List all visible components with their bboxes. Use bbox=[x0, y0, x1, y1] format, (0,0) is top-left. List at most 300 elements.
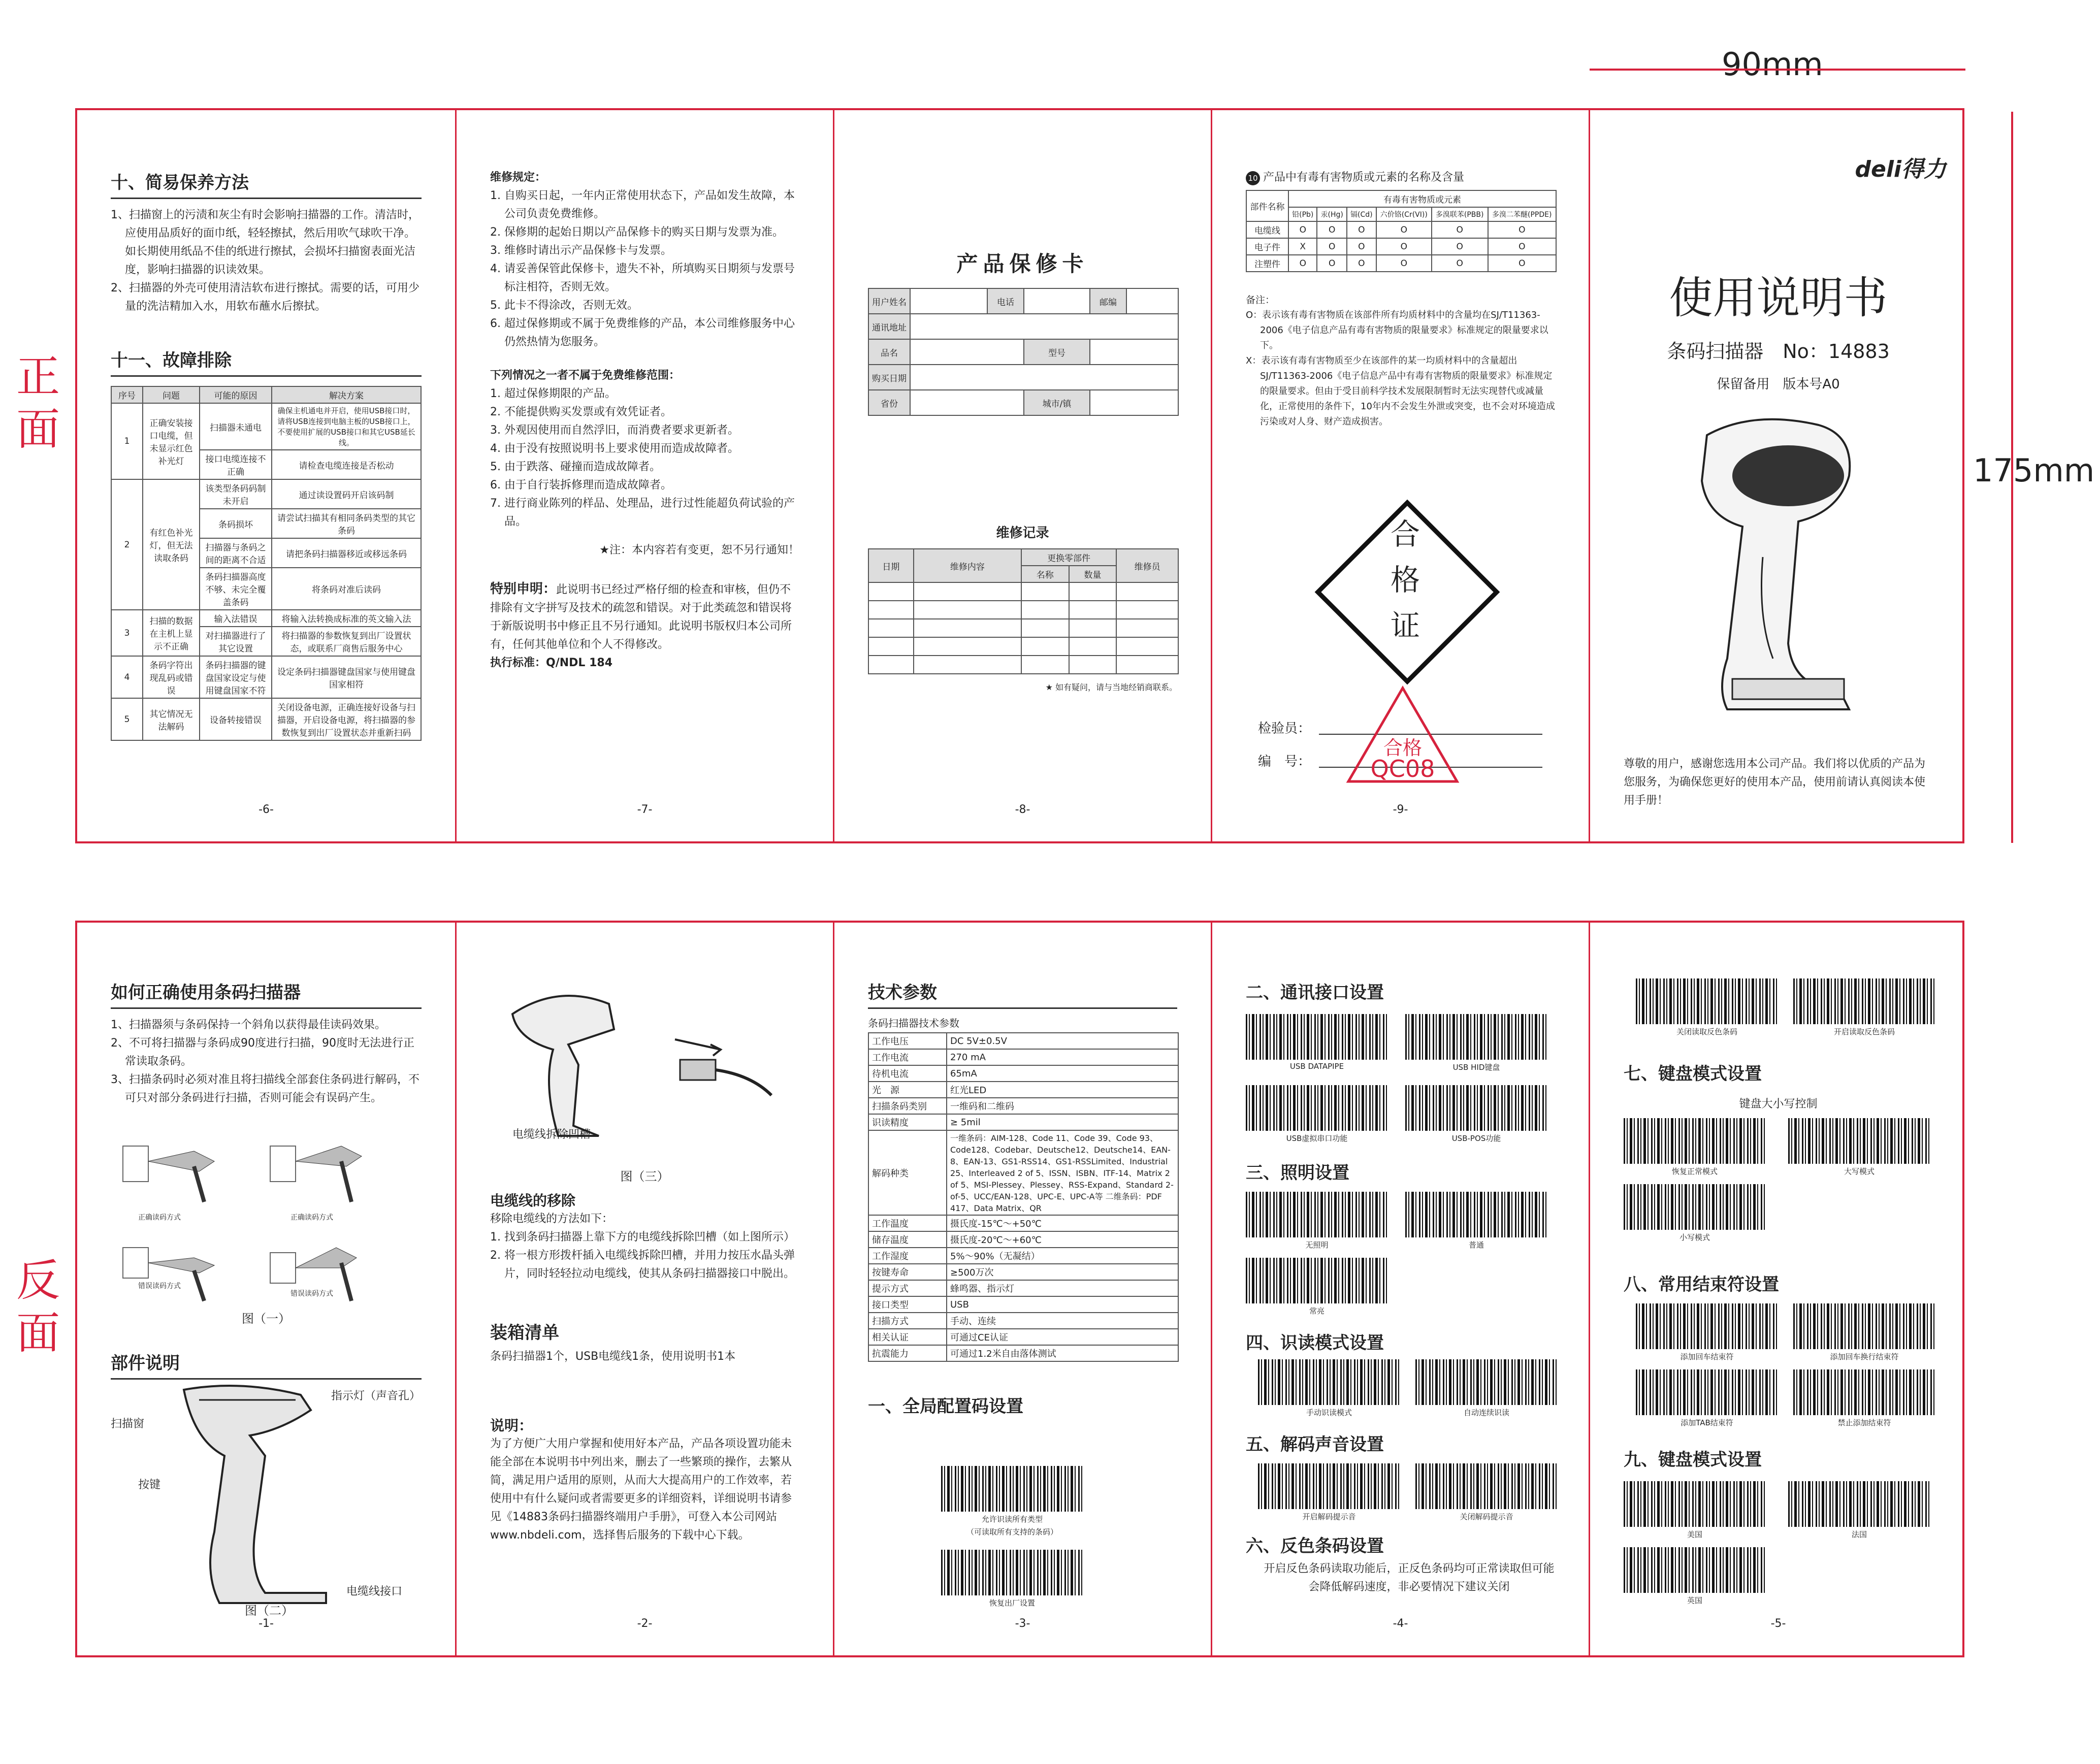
page-number: -2- bbox=[637, 1617, 653, 1630]
front-label: 正面 bbox=[16, 351, 60, 455]
barcode-no-terminator[interactable] bbox=[1793, 1369, 1935, 1428]
wrong-scan-illustration bbox=[118, 1237, 372, 1303]
page-number: -3- bbox=[1015, 1617, 1030, 1630]
cell: 扫描器与条码之间的距离不合适 bbox=[200, 538, 272, 568]
form-label: 型号 bbox=[1024, 339, 1090, 365]
cell: O bbox=[1376, 255, 1432, 272]
cell: 条码扫描器的键盘国家设定与使用键盘国家不符 bbox=[200, 656, 272, 698]
cell: 对扫描器进行了其它设置 bbox=[200, 627, 272, 656]
cell: 关闭设备电源，正确连接好设备与扫描器，开启设备电源，将扫描器的参数恢复到出厂设置状态并重新扫码 bbox=[272, 698, 421, 740]
th-col: 镉(Cd) bbox=[1347, 207, 1376, 221]
cable-removal-intro: 移除电缆线的方法如下： bbox=[490, 1213, 613, 1225]
barcode-graphic bbox=[1788, 1481, 1930, 1527]
brand-logo: deli得力 bbox=[1855, 156, 1946, 182]
spec-subtitle: 条码扫描器技术参数 bbox=[868, 1017, 959, 1029]
cell: O bbox=[1317, 255, 1347, 272]
spec-value: ≥500万次 bbox=[947, 1264, 1178, 1280]
inverse-heading: 六、反色条码设置 bbox=[1246, 1536, 1384, 1556]
barcode-graphic bbox=[1246, 1014, 1388, 1060]
barcode-label: 恢复出厂设置 bbox=[989, 1598, 1035, 1608]
spec-row bbox=[868, 1296, 1178, 1313]
cell: 输入法错误 bbox=[200, 610, 272, 627]
spec-key: 工作温度 bbox=[868, 1215, 947, 1231]
exclusion-item: 5. 由于跌落、碰撞而造成故障者。 bbox=[490, 461, 661, 473]
spec-value: 手动、连续 bbox=[947, 1313, 1178, 1329]
page-number: -7- bbox=[637, 803, 653, 816]
spec-row bbox=[868, 1098, 1178, 1114]
form-label: 通讯地址 bbox=[868, 314, 910, 339]
case-control-subtitle: 键盘大小写控制 bbox=[1739, 1098, 1818, 1110]
panel-page-8 bbox=[833, 110, 1211, 841]
width-dimension: 90mm bbox=[1722, 46, 1823, 83]
terminator-heading: 八、常用结束符设置 bbox=[1624, 1275, 1779, 1295]
spec-row bbox=[868, 1215, 1178, 1231]
spec-value: 一维码和二维码 bbox=[947, 1098, 1178, 1114]
figure-3-caption: 图（三） bbox=[620, 1169, 669, 1184]
rh: 日期 bbox=[868, 549, 914, 582]
spec-key: 扫描方式 bbox=[868, 1313, 947, 1329]
th-main: 有毒有害物质或元素 bbox=[1288, 190, 1556, 207]
barcode-graphic bbox=[1793, 978, 1935, 1024]
barcode-label: 开启解码提示音 bbox=[1302, 1512, 1356, 1521]
hazard-table bbox=[1246, 190, 1557, 272]
th-col: 六价铬(Cr(VI)) bbox=[1376, 207, 1432, 221]
cell: O bbox=[1376, 238, 1432, 255]
barcode-label: 手动识读模式 bbox=[1306, 1408, 1352, 1417]
panel-page-5 bbox=[1589, 923, 1966, 1655]
th-col: 多溴联苯(PBB) bbox=[1432, 207, 1488, 221]
barcode-label: 开启读取反色条码 bbox=[1833, 1027, 1895, 1036]
spec-row bbox=[868, 1033, 1178, 1049]
barcode-always-on[interactable] bbox=[1246, 1258, 1388, 1316]
height-dimension-line bbox=[2011, 112, 2013, 843]
barcode-usb-pos[interactable] bbox=[1405, 1085, 1547, 1144]
cell: 设备转接错误 bbox=[200, 698, 272, 740]
barcode-label: 法国 bbox=[1851, 1530, 1867, 1539]
barcode-label: 美国 bbox=[1687, 1530, 1702, 1539]
spec-key: 扫描条码类别 bbox=[868, 1098, 947, 1114]
cell: 请尝试扫描其有相同条码类型的其它条码 bbox=[272, 509, 421, 538]
th-cause: 可能的原因 bbox=[200, 386, 272, 403]
spec-key: 接口类型 bbox=[868, 1296, 947, 1313]
barcode-add-cr[interactable] bbox=[1636, 1303, 1778, 1362]
page-number: -9- bbox=[1393, 803, 1408, 816]
barcode-label: 允许识读所有类型 bbox=[981, 1515, 1043, 1524]
barcode-graphic bbox=[1624, 1118, 1766, 1164]
spec-row bbox=[868, 1329, 1178, 1345]
note-o: O：表示该有毒有害物质在该部件所有均质材料中的含量均在SJ/T11363-2006《电子信息产品有毒有害物质的限量要求》标准规定的限量要求以下。 bbox=[1246, 310, 1548, 351]
th-no: 序号 bbox=[111, 386, 143, 403]
barcode-graphic bbox=[1415, 1463, 1558, 1509]
page-number: -6- bbox=[259, 803, 274, 816]
spec-value: 270 mA bbox=[947, 1049, 1178, 1065]
rh: 更换零部件 bbox=[1021, 549, 1116, 566]
cert-char: 合 bbox=[1390, 517, 1420, 551]
read-mode-heading: 四、识读模式设置 bbox=[1246, 1333, 1384, 1353]
spec-row bbox=[868, 1231, 1178, 1248]
panel-page-9 bbox=[1211, 110, 1589, 841]
cell: O bbox=[1288, 221, 1317, 238]
spec-row bbox=[868, 1264, 1178, 1280]
spec-value: 蜂鸣器、指示灯 bbox=[947, 1280, 1178, 1296]
exclusion-item: 1. 超过保修期限的产品。 bbox=[490, 387, 616, 400]
parts-heading: 部件说明 bbox=[111, 1349, 422, 1380]
barcode-label: USB虚拟串口功能 bbox=[1286, 1134, 1348, 1143]
product-subtitle: 条码扫描器 No：14883 bbox=[1667, 340, 1890, 363]
warranty-rules-heading: 维修规定： bbox=[490, 171, 546, 184]
barcode-label: 常亮 bbox=[1309, 1306, 1324, 1316]
cell: 正确安装接口电缆，但未显示红色补光灯 bbox=[143, 403, 200, 479]
form-label: 邮编 bbox=[1090, 288, 1126, 314]
keyboard-mode-heading: 七、键盘模式设置 bbox=[1624, 1064, 1762, 1084]
cell: 其它情况无法解码 bbox=[143, 698, 200, 740]
contact-note: ★ 如有疑问，请与当地经销商联系。 bbox=[1045, 682, 1177, 692]
repair-record-title: 维修记录 bbox=[996, 526, 1049, 541]
spec-key: 待机电流 bbox=[868, 1065, 947, 1082]
barcode-graphic bbox=[1793, 1369, 1935, 1415]
back-label: 反面 bbox=[16, 1255, 60, 1359]
inspector-label: 检验员： bbox=[1258, 721, 1311, 736]
packing-list: 条码扫描器1个，USB电缆线1条，使用说明书1本 bbox=[490, 1350, 736, 1363]
cell: O bbox=[1488, 221, 1556, 238]
cell: O bbox=[1432, 238, 1488, 255]
page-number: -8- bbox=[1015, 803, 1030, 816]
exclusion-item: 2. 不能提供购买发票或有效凭证者。 bbox=[490, 406, 672, 418]
front-sheet bbox=[75, 108, 1964, 843]
barcode-label: 恢复正常模式 bbox=[1671, 1167, 1718, 1176]
barcode-usb-virtual-serial[interactable] bbox=[1246, 1085, 1388, 1144]
barcode-us[interactable] bbox=[1624, 1481, 1766, 1540]
spec-row bbox=[868, 1130, 1178, 1215]
barcode-graphic bbox=[1258, 1463, 1400, 1509]
exclusion-item: 4. 由于没有按照说明书上要求使用而造成故障者。 bbox=[490, 442, 739, 455]
usage-item: 1、扫描器须与条码保持一个斜角以获得最佳读码效果。 bbox=[111, 1019, 386, 1031]
barcode-graphic bbox=[1405, 1014, 1547, 1060]
serial-label: 编 号： bbox=[1258, 754, 1311, 769]
troubleshoot-heading: 十一、故障排除 bbox=[111, 346, 422, 377]
exclusion-item: 3. 外观因使用而自然浮旧，而消费者要求更新者。 bbox=[490, 424, 739, 437]
form-label: 城市/镇 bbox=[1024, 390, 1090, 415]
form-label: 省份 bbox=[868, 390, 910, 415]
packing-heading: 装箱清单 bbox=[490, 1323, 559, 1343]
spec-row bbox=[868, 1114, 1178, 1130]
barcode-upper-mode[interactable] bbox=[1788, 1118, 1930, 1177]
cell: 设定条码扫描器键盘国家与使用键盘国家相符 bbox=[272, 656, 421, 698]
spec-value: 可通过CE认证 bbox=[947, 1329, 1178, 1345]
barcode-graphic bbox=[1246, 1085, 1388, 1131]
barcode-label: 自动连续识读 bbox=[1463, 1408, 1509, 1417]
spec-table bbox=[868, 1032, 1179, 1362]
exclusion-item: 7. 进行商业陈列的样品、处理品，进行过性能超负荷试验的产品。 bbox=[490, 497, 795, 528]
usage-heading: 如何正确使用条码扫描器 bbox=[111, 978, 422, 1009]
standard: 执行标准：Q/NDL 184 bbox=[490, 657, 613, 669]
parts-illustration bbox=[179, 1380, 341, 1608]
declare-text: 此说明书已经过严格仔细的检查和审核，但仍不排除有文字拼写及技术的疏忽和错误。对于此类疏忽和错误将于新版说明书中修正且不另行通知。此说明书版权归本公司所有，任何其他单位和个人不得修改。 bbox=[490, 583, 792, 651]
troubleshoot-table bbox=[111, 386, 422, 741]
cell: 电子件 bbox=[1246, 238, 1288, 255]
cell: 注塑件 bbox=[1246, 255, 1288, 272]
cell: X bbox=[1288, 238, 1317, 255]
warranty-card-form bbox=[868, 288, 1179, 416]
cell: 将条码对准后读码 bbox=[272, 568, 421, 610]
page-number: -5- bbox=[1770, 1617, 1786, 1630]
barcode-lower-mode[interactable] bbox=[1624, 1184, 1766, 1243]
explanation-text: 为了方便广大用户掌握和使用好本产品，产品各项设置功能未能全部在本说明书中列出来，删去了一些繁琐的操作，去繁从简，满足用户适用的原则，从而大大提高用户的工作效率，若使用中有什么疑问或者需要更多的详细资料，详细说明书请参见《14883条码扫描器终端用户手册》，可登入本公司网站www.nbdeli.com，选择售后服务的下载中心下载。 bbox=[490, 1438, 792, 1542]
cell: O bbox=[1347, 221, 1376, 238]
global-config-heading: 一、全局配置码设置 bbox=[868, 1396, 1023, 1417]
label-cable-port: 电缆线接口 bbox=[346, 1585, 403, 1598]
cell: O bbox=[1488, 255, 1556, 272]
interface-heading: 二、通讯接口设置 bbox=[1246, 983, 1384, 1003]
barcode-graphic bbox=[1624, 1547, 1766, 1593]
spec-row bbox=[868, 1082, 1178, 1098]
inverse-text: 开启反色条码读取功能后，正反色条码均可正常读取但可能会降低解码速度，非必要情况下建议关闭 bbox=[1264, 1562, 1555, 1593]
rh: 维修内容 bbox=[914, 549, 1021, 582]
cell: O bbox=[1347, 238, 1376, 255]
spec-key: 提示方式 bbox=[868, 1280, 947, 1296]
qc-stamp-code: QC08 bbox=[1370, 755, 1435, 782]
th-problem: 问题 bbox=[143, 386, 200, 403]
barcode-graphic bbox=[1624, 1481, 1766, 1527]
spec-key: 抗震能力 bbox=[868, 1345, 947, 1361]
cell: 条码字符出现乱码或错误 bbox=[143, 656, 200, 698]
cell: 5 bbox=[111, 698, 143, 740]
qc-stamp-top: 合格 bbox=[1383, 737, 1422, 759]
barcode-graphic bbox=[1636, 1369, 1778, 1415]
maintenance-item: 2、扫描器的外壳可使用清洁软布进行擦拭。需要的话，可用少量的洗洁精加入水，用软布蘸水后擦拭。 bbox=[111, 282, 419, 313]
rh: 维修员 bbox=[1116, 549, 1178, 582]
barcode-usb-hid[interactable] bbox=[1405, 1014, 1547, 1072]
barcode-graphic bbox=[1246, 1192, 1388, 1237]
declare-heading: 特别申明： bbox=[490, 581, 557, 597]
cable-removal-step: 1. 找到条码扫描器上靠下方的电缆线拆除凹槽（如上图所示） bbox=[490, 1231, 795, 1244]
barcode-label: USB HID键盘 bbox=[1452, 1063, 1500, 1072]
barcode-inverse-on[interactable] bbox=[1793, 978, 1935, 1037]
spec-heading: 技术参数 bbox=[868, 978, 1177, 1009]
cell: 将输入法转换成标准的英文输入法 bbox=[272, 610, 421, 627]
barcode-france[interactable] bbox=[1788, 1481, 1930, 1540]
spec-value: USB bbox=[947, 1296, 1178, 1313]
figure-1-caption: 图（一） bbox=[242, 1312, 290, 1326]
lighting-heading: 三、照明设置 bbox=[1246, 1163, 1349, 1183]
spec-value: 红光LED bbox=[947, 1082, 1178, 1098]
spec-key: 按键寿命 bbox=[868, 1264, 947, 1280]
barcode-normal-mode[interactable] bbox=[1624, 1118, 1766, 1177]
spec-row bbox=[868, 1313, 1178, 1329]
cell: 3 bbox=[111, 610, 143, 656]
barcode-graphic bbox=[1788, 1118, 1930, 1164]
barcode-label: 无照明 bbox=[1305, 1240, 1329, 1250]
panel-page-1 bbox=[77, 923, 455, 1655]
rule-item: 1. 自购买日起，一年内正常使用状态下，产品如发生故障，本公司负责免费维修。 bbox=[490, 189, 795, 220]
hazard-heading bbox=[1246, 169, 1555, 187]
th-solution: 解决方案 bbox=[272, 386, 421, 403]
label-indicator: 指示灯（声音孔） bbox=[331, 1390, 421, 1402]
cell: 有红色补光灯，但无法读取条码 bbox=[143, 479, 200, 610]
spec-key: 工作湿度 bbox=[868, 1248, 947, 1264]
cell: 1 bbox=[111, 403, 143, 479]
barcode-graphic bbox=[1246, 1258, 1388, 1303]
panel-page-6 bbox=[77, 110, 455, 841]
spec-key: 储存温度 bbox=[868, 1231, 947, 1248]
cell: 接口电缆连接不正确 bbox=[200, 450, 272, 479]
scanner-illustration bbox=[1687, 405, 1869, 720]
spec-value: 一维条码：AIM-128、Code 11、Code 39、Code 93、Code128、Codebar、Deutsche12、Deutsche14、EAN-8、EAN-13、GS1-RSS14、GS1-RSSLimited、Industrial 25、Interleaved 2 of 5、ISSN、ISBN、ITF-14、Matrix 2 of 5、MSI-Plessey、Plessey、RSS-Expand、Standard 2-of-5、UCC/EAN-128、UPC-E、UPC-A等 二维条码：PDF 417、Data Matrix、QR bbox=[947, 1130, 1178, 1215]
barcode-label: 添加回车结束符 bbox=[1680, 1352, 1734, 1361]
form-label: 用户姓名 bbox=[868, 288, 910, 314]
barcode-label: USB DATAPIPE bbox=[1289, 1062, 1344, 1071]
change-note: ★注：本内容若有变更，恕不另行通知！ bbox=[599, 544, 799, 557]
warranty-card-title: 产品保修卡 bbox=[956, 251, 1089, 276]
barcode-beep-on[interactable] bbox=[1258, 1463, 1400, 1522]
cell: O bbox=[1376, 221, 1432, 238]
cell: 将扫描器的参数恢复到出厂设置状态，或联系厂商售后服务中心 bbox=[272, 627, 421, 656]
spec-row bbox=[868, 1345, 1178, 1361]
rule-item: 3. 维修时请出示产品保修卡与发票。 bbox=[490, 244, 672, 257]
th-part: 部件名称 bbox=[1246, 190, 1288, 221]
keyboard-country-heading: 九、键盘模式设置 bbox=[1624, 1450, 1762, 1470]
spec-value: DC 5V±0.5V bbox=[947, 1033, 1178, 1049]
barcode-allow-all[interactable] bbox=[941, 1466, 1083, 1537]
barcode-graphic bbox=[1415, 1359, 1558, 1405]
barcode-label: 大写模式 bbox=[1844, 1167, 1875, 1176]
width-dimension-line bbox=[1590, 69, 1965, 71]
barcode-label: （可读取所有支持的条码） bbox=[966, 1527, 1058, 1537]
exclusion-heading: 下列情况之一者不属于免费维修范围： bbox=[490, 369, 681, 382]
barcode-graphic bbox=[1624, 1184, 1766, 1230]
barcode-graphic bbox=[1636, 1303, 1778, 1349]
spec-row bbox=[868, 1065, 1178, 1082]
wrong-caption: 错误读码方式 bbox=[290, 1290, 333, 1298]
spec-value: 可通过1.2米自由落体测试 bbox=[947, 1345, 1178, 1361]
label-window: 扫描窗 bbox=[111, 1418, 145, 1430]
explanation-heading: 说明： bbox=[490, 1417, 533, 1434]
spec-key: 解码种类 bbox=[868, 1130, 947, 1215]
page-number: -1- bbox=[259, 1617, 274, 1630]
barcode-label: 普通 bbox=[1468, 1240, 1484, 1250]
back-sheet bbox=[75, 921, 1964, 1657]
cell: 通过读设置码开启该码制 bbox=[272, 479, 421, 509]
barcode-inverse-off[interactable] bbox=[1636, 978, 1778, 1037]
maintenance-heading: 十、简易保养方法 bbox=[111, 169, 422, 199]
spec-key: 工作电压 bbox=[868, 1033, 947, 1049]
rule-item: 5. 此卡不得涂改，否则无效。 bbox=[490, 299, 638, 312]
barcode-label: 添加回车换行结束符 bbox=[1830, 1352, 1899, 1361]
cell: O bbox=[1347, 255, 1376, 272]
hazard-heading-text: 产品中有毒有害物质或元素的名称及含量 bbox=[1263, 171, 1465, 184]
spec-value: 摄氏度-15℃～+50℃ bbox=[947, 1215, 1178, 1231]
repair-record-table bbox=[868, 548, 1179, 674]
barcode-label: 关闭解码提示音 bbox=[1460, 1512, 1513, 1521]
cell: 请把条码扫描器移近或移远条码 bbox=[272, 538, 421, 568]
spec-value: ≥ 5mil bbox=[947, 1114, 1178, 1130]
spec-row bbox=[868, 1280, 1178, 1296]
cell: 扫描的数据在主机上显示不正确 bbox=[143, 610, 200, 656]
cable-removal-step: 2. 将一根方形拨杆插入电缆线拆除凹槽，并用力按压水晶头弹片，同时轻轻拉动电缆线，使其从条码扫描器接口中脱出。 bbox=[490, 1249, 795, 1280]
cell: 扫描器未通电 bbox=[200, 403, 272, 450]
cell: 条码扫描器高度不够、未完全覆盖条码 bbox=[200, 568, 272, 610]
barcode-beep-off[interactable] bbox=[1415, 1463, 1558, 1522]
height-dimension: 175mm bbox=[1973, 452, 2095, 489]
barcode-auto-read[interactable] bbox=[1415, 1359, 1558, 1418]
cert-char: 格 bbox=[1390, 563, 1420, 597]
barcode-label: 禁止添加结束符 bbox=[1837, 1418, 1891, 1427]
barcode-normal-light[interactable] bbox=[1405, 1192, 1547, 1250]
form-label: 品名 bbox=[868, 339, 910, 365]
wrong-caption: 错误读码方式 bbox=[138, 1282, 181, 1290]
barcode-usb-datapipe[interactable] bbox=[1246, 1014, 1388, 1071]
eco-10-icon: 10 bbox=[1246, 171, 1260, 185]
note-x: X：表示该有毒有害物质至少在该部件的某一均质材料中的含量超出SJ/T11363-2006《电子信息产品中有毒有害物质的限量要求》标准规定的限量要求。但由于受目前科学技术发展限制暂时无法实现替代或减量化，正常使用的条件下，10年内不会发生外泄或突变，也不会对环境造成污染或对人身、财产造成损害。 bbox=[1246, 355, 1555, 427]
cell: 请检查电缆连接是否松动 bbox=[272, 450, 421, 479]
barcode-add-tab[interactable] bbox=[1636, 1369, 1778, 1428]
barcode-uk[interactable] bbox=[1624, 1547, 1766, 1606]
panel-page-2 bbox=[455, 923, 833, 1655]
cell: 4 bbox=[111, 656, 143, 698]
spec-key: 识读精度 bbox=[868, 1114, 947, 1130]
note-heading: 备注： bbox=[1246, 295, 1275, 306]
form-label: 购买日期 bbox=[868, 365, 910, 390]
panel-page-7 bbox=[455, 110, 833, 841]
barcode-graphic bbox=[1405, 1192, 1547, 1237]
form-label: 电话 bbox=[987, 288, 1024, 314]
panel-page-3 bbox=[833, 923, 1211, 1655]
th-col: 铅(Pb) bbox=[1288, 207, 1317, 221]
barcode-label: USB-POS功能 bbox=[1451, 1134, 1501, 1143]
cell: O bbox=[1317, 221, 1347, 238]
barcode-no-light[interactable] bbox=[1246, 1192, 1388, 1250]
figure-2-caption: 图（二） bbox=[245, 1604, 294, 1618]
barcode-add-crlf[interactable] bbox=[1793, 1303, 1935, 1362]
barcode-graphic bbox=[1793, 1303, 1935, 1349]
spec-key: 光 源 bbox=[868, 1082, 947, 1098]
rule-item: 4. 请妥善保管此保修卡，遗失不补，所填购买日期须与发票号标注相符，否则无效。 bbox=[490, 263, 795, 293]
barcode-graphic bbox=[1405, 1085, 1547, 1131]
cell: O bbox=[1317, 238, 1347, 255]
barcode-label: 关闭读取反色条码 bbox=[1676, 1027, 1737, 1036]
th-col: 多溴二苯醚(PPDE) bbox=[1488, 207, 1556, 221]
barcode-factory-reset[interactable] bbox=[941, 1550, 1083, 1608]
exclusion-item: 6. 由于自行装拆修理而造成故障者。 bbox=[490, 479, 672, 492]
keep-version: 保留备用 版本号A0 bbox=[1717, 377, 1840, 392]
spec-row bbox=[868, 1248, 1178, 1264]
rule-item: 6. 超过保修期或不属于免费维修的产品，本公司维修服务中心仍然热情为您服务。 bbox=[490, 317, 795, 348]
cell: 该类型条码码制未开启 bbox=[200, 479, 272, 509]
cell: O bbox=[1488, 238, 1556, 255]
correct-scan-illustration bbox=[118, 1136, 372, 1207]
spec-value: 摄氏度-20℃～+60℃ bbox=[947, 1231, 1178, 1248]
cell: O bbox=[1432, 221, 1488, 238]
manual-title: 使用说明书 bbox=[1669, 273, 1888, 323]
barcode-label: 英国 bbox=[1687, 1596, 1702, 1605]
cell: 条码损坏 bbox=[200, 509, 272, 538]
spec-key: 工作电流 bbox=[868, 1049, 947, 1065]
barcode-label: 小写模式 bbox=[1679, 1233, 1710, 1242]
cert-char: 证 bbox=[1390, 608, 1420, 643]
cell: O bbox=[1288, 255, 1317, 272]
cell: 确保主机通电并开启，使用USB接口时，请将USB连接到电脑主板的USB接口上，不要使用扩展的USB接口和其它USB延长线。 bbox=[272, 403, 421, 450]
page-number: -4- bbox=[1393, 1617, 1408, 1630]
panel-page-4 bbox=[1211, 923, 1589, 1655]
th-col: 汞(Hg) bbox=[1317, 207, 1347, 221]
groove-caption: 电缆线拆除凹槽 bbox=[512, 1128, 591, 1141]
certificate-text bbox=[1380, 511, 1431, 648]
barcode-graphic bbox=[941, 1466, 1083, 1512]
barcode-manual-read[interactable] bbox=[1258, 1359, 1400, 1418]
beep-heading: 五、解码声音设置 bbox=[1246, 1434, 1384, 1455]
barcode-graphic bbox=[1636, 978, 1778, 1024]
barcode-graphic bbox=[941, 1550, 1083, 1595]
